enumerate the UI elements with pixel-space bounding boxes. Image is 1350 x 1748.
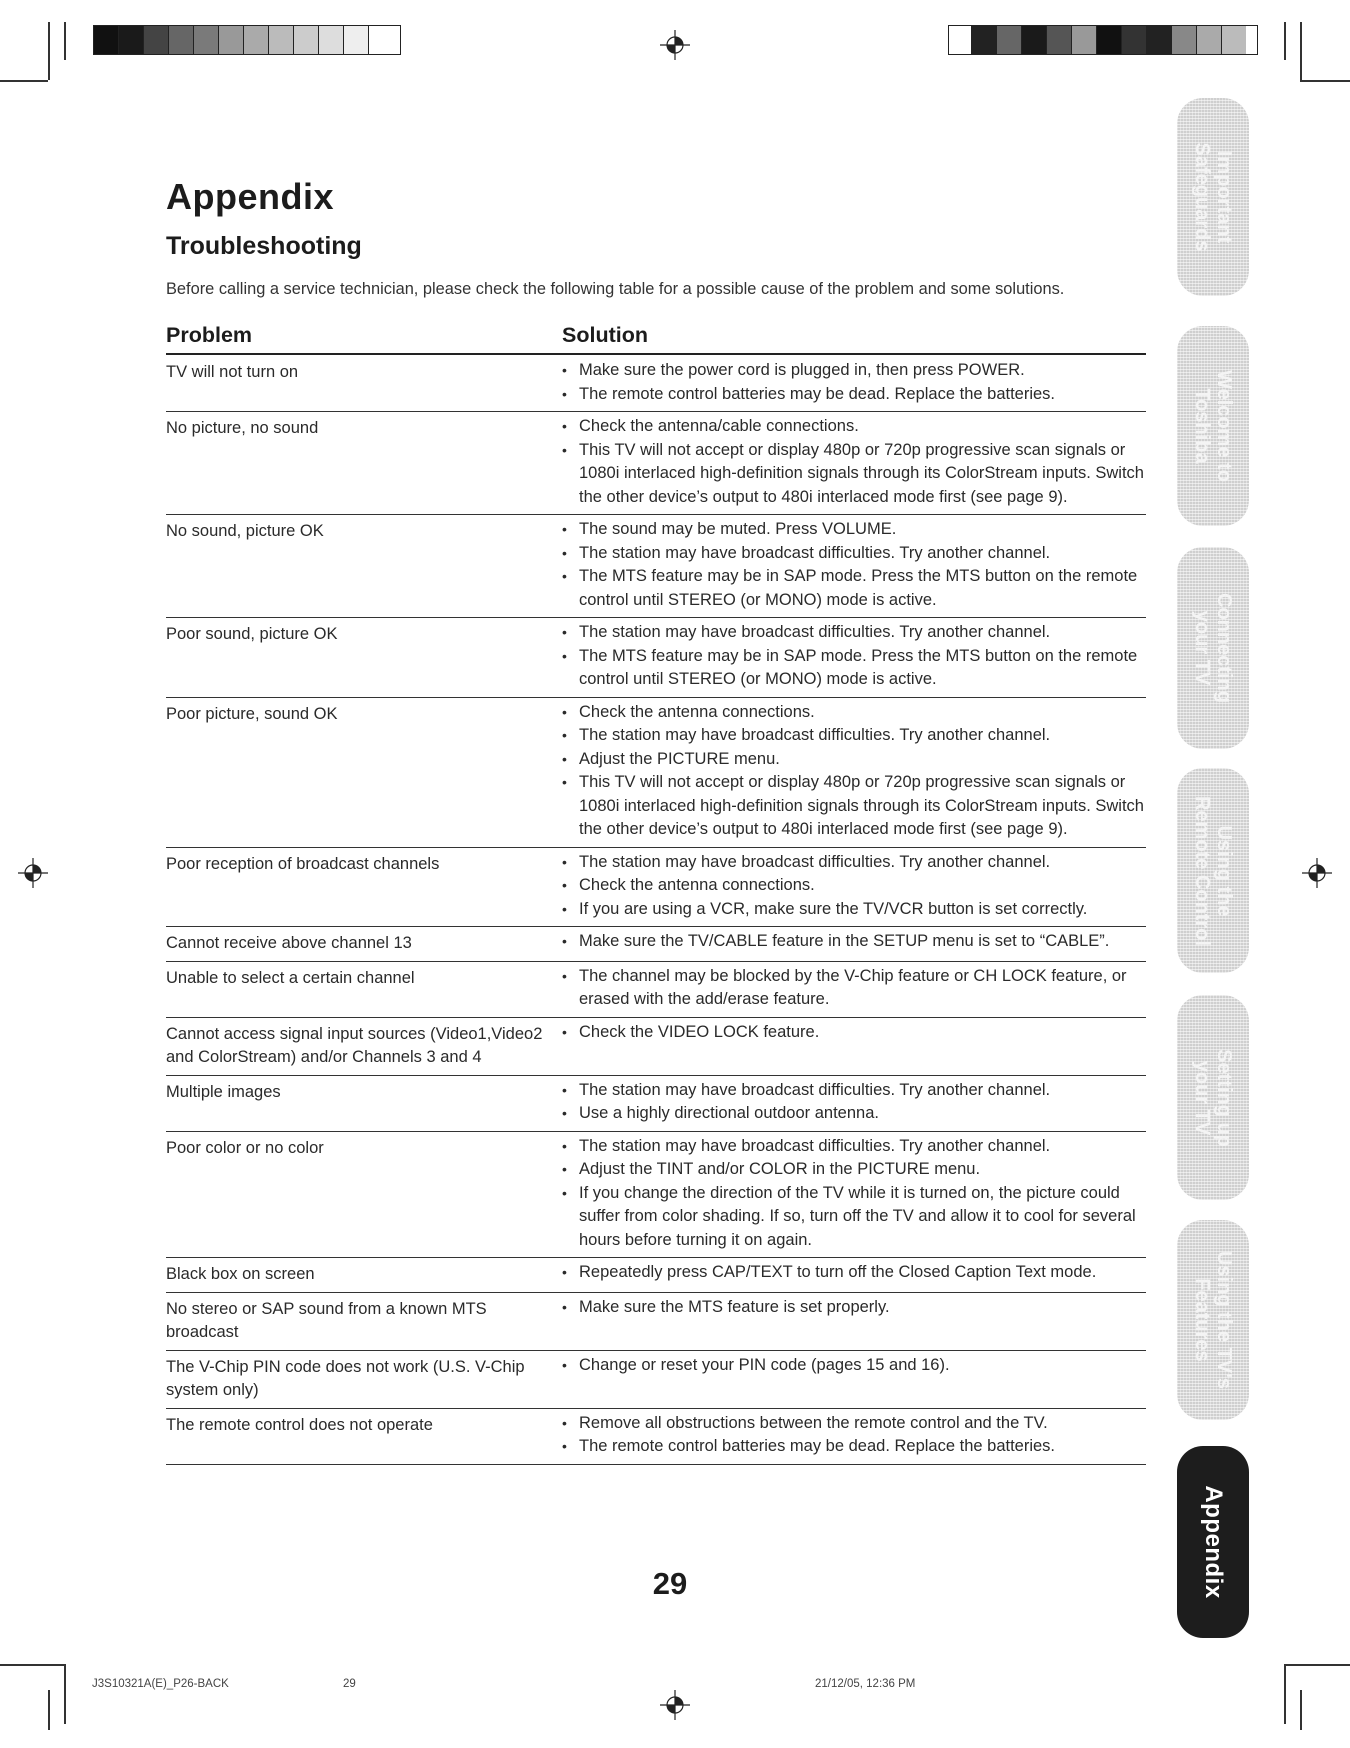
table-row bbox=[166, 412, 1146, 515]
solution-list bbox=[562, 1354, 1146, 1403]
registration-target-icon bbox=[660, 1690, 690, 1720]
solution-list bbox=[562, 1135, 1146, 1253]
problem-cell: No sound, picture OK bbox=[166, 522, 324, 540]
problem-cell: The remote control does not operate bbox=[166, 1415, 433, 1434]
solution-list bbox=[562, 930, 1146, 956]
problem-cell: Poor reception of broadcast channels bbox=[166, 854, 440, 873]
solution-list bbox=[562, 701, 1146, 842]
table-row bbox=[166, 356, 1146, 412]
side-tab-label: Important Safeguards bbox=[1191, 142, 1235, 252]
solution-list bbox=[562, 621, 1146, 692]
side-tab-appendix[interactable] bbox=[1177, 1446, 1249, 1638]
crop-mark bbox=[1300, 1690, 1302, 1730]
problem-cell: Cannot receive above channel 13 bbox=[166, 934, 412, 952]
solution-item: • The station may have broadcast difficulties. Try another channel. bbox=[562, 621, 1146, 645]
table-row bbox=[166, 1258, 1146, 1293]
problem-cell: Black box on screen bbox=[166, 1265, 315, 1283]
table-row bbox=[166, 1018, 1146, 1076]
solution-list bbox=[562, 851, 1146, 922]
solution-list bbox=[562, 1079, 1146, 1126]
troubleshooting-table bbox=[166, 356, 1146, 1465]
side-tab-connecting-your-tv[interactable] bbox=[1177, 547, 1249, 749]
solution-list bbox=[562, 965, 1146, 1012]
crop-mark bbox=[64, 22, 66, 60]
table-row bbox=[166, 1409, 1146, 1465]
solution-item: • The MTS feature may be in SAP mode. Press the MTS button on the remote control until STEREO (or MONO) mode is active. bbox=[562, 645, 1146, 692]
solution-column-header: Solution bbox=[562, 323, 648, 347]
crop-mark bbox=[48, 1690, 50, 1730]
solution-item: • Check the antenna connections. bbox=[562, 701, 1146, 725]
crop-mark bbox=[0, 1664, 64, 1666]
solution-item: • Check the antenna/cable connections. bbox=[562, 415, 1146, 439]
problem-cell: TV will not turn on bbox=[166, 363, 299, 381]
side-tab-using-the-remote-control[interactable] bbox=[1177, 768, 1249, 973]
table-row bbox=[166, 515, 1146, 618]
problem-cell: No stereo or SAP sound from a known MTS broadcast bbox=[166, 1299, 487, 1341]
table-row bbox=[166, 1076, 1146, 1132]
table-row bbox=[166, 927, 1146, 962]
table-row bbox=[166, 1351, 1146, 1409]
crop-mark bbox=[0, 80, 48, 82]
solution-item: • Make sure the TV/CABLE feature in the SETUP menu is set to “CABLE”. bbox=[562, 930, 1146, 954]
solution-list bbox=[562, 518, 1146, 612]
problem-cell: Poor color or no color bbox=[166, 1138, 324, 1157]
solution-item: • The station may have broadcast difficulties. Try another channel. bbox=[562, 724, 1146, 748]
solution-list bbox=[562, 1296, 1146, 1345]
solution-item: • Make sure the MTS feature is set properly. bbox=[562, 1296, 1146, 1320]
problem-cell: Poor picture, sound OK bbox=[166, 704, 338, 723]
solution-list bbox=[562, 415, 1146, 509]
problem-column-header: Problem bbox=[166, 323, 253, 347]
solution-item: • The channel may be blocked by the V-Chip feature or CH LOCK feature, or erased with the add/erase feature. bbox=[562, 965, 1146, 1012]
crop-mark bbox=[1300, 80, 1350, 82]
solution-item: • The station may have broadcast difficulties. Try another channel. bbox=[562, 542, 1146, 566]
solution-item: • Adjust the TINT and/or COLOR in the PICTURE menu. bbox=[562, 1158, 1146, 1182]
solution-item: • The station may have broadcast difficulties. Try another channel. bbox=[562, 1079, 1146, 1103]
table-row bbox=[166, 962, 1146, 1018]
solution-item: • Remove all obstructions between the remote control and the TV. bbox=[562, 1412, 1146, 1436]
solution-list bbox=[562, 359, 1146, 406]
solution-item: • Check the antenna connections. bbox=[562, 874, 1146, 898]
footer-page: 29 bbox=[343, 1678, 356, 1690]
problem-cell: Poor sound, picture OK bbox=[166, 625, 338, 643]
side-tab-label: Welcome to Toshiba bbox=[1191, 370, 1235, 482]
registration-target-icon bbox=[1302, 858, 1332, 888]
page-number: 29 bbox=[652, 1566, 688, 1601]
side-tab-label: Using the TV's Features bbox=[1191, 1250, 1235, 1390]
footer-timestamp: 21/12/05, 12:36 PM bbox=[815, 1678, 916, 1690]
side-tab-label: Connecting your TV bbox=[1191, 593, 1235, 703]
section-title: Troubleshooting bbox=[166, 232, 362, 260]
side-tab-using-the-tvs-features[interactable] bbox=[1177, 1220, 1249, 1420]
table-row bbox=[166, 848, 1146, 928]
solution-item: • The remote control batteries may be dead. Replace the batteries. bbox=[562, 383, 1146, 407]
solution-item: • This TV will not accept or display 480p or 720p progressive scan signals or 1080i interlaced high-definition signals through its ColorStream inputs. Switch the other device’s output to 480i interlaced mode first (see page 9). bbox=[562, 771, 1146, 842]
table-row bbox=[166, 1132, 1146, 1259]
crop-mark bbox=[1284, 22, 1286, 60]
side-tab-label: Appendix bbox=[1200, 1485, 1227, 1599]
crop-mark bbox=[1300, 22, 1302, 80]
problem-cell: Cannot access signal input sources (Video1,Video2 and ColorStream) and/or Channels 3 and 4 bbox=[166, 1024, 543, 1066]
solution-list bbox=[562, 1412, 1146, 1459]
solution-list bbox=[562, 1261, 1146, 1287]
side-tab-important-safeguards[interactable] bbox=[1177, 98, 1249, 296]
solution-item: • Repeatedly press CAP/TEXT to turn off the Closed Caption Text mode. bbox=[562, 1261, 1146, 1285]
solution-item: • If you change the direction of the TV while it is turned on, the picture could suffer from color shading. If so, turn off the TV and allow it to cool for several hours before turning it on again. bbox=[562, 1182, 1146, 1253]
crop-mark bbox=[1284, 1664, 1350, 1666]
solution-item: • The sound may be muted. Press VOLUME. bbox=[562, 518, 1146, 542]
registration-target-icon bbox=[660, 30, 690, 60]
footer-job-code: J3S10321A(E)_P26-BACK bbox=[92, 1678, 229, 1690]
crop-mark bbox=[64, 1664, 66, 1724]
problem-cell: Unable to select a certain channel bbox=[166, 968, 415, 987]
page-title: Appendix bbox=[166, 176, 335, 217]
solution-item: • The station may have broadcast difficulties. Try another channel. bbox=[562, 1135, 1146, 1159]
solution-item: • The station may have broadcast difficulties. Try another channel. bbox=[562, 851, 1146, 875]
side-tab-welcome-to-toshiba[interactable] bbox=[1177, 326, 1249, 526]
problem-cell: The V-Chip PIN code does not work (U.S. V-Chip system only) bbox=[166, 1357, 525, 1399]
crop-mark bbox=[1284, 1664, 1286, 1724]
solution-item: • This TV will not accept or display 480p or 720p progressive scan signals or 1080i interlaced high-definition signals through its ColorStream inputs. Switch the other device’s output to 480i interlaced mode first (see page 9). bbox=[562, 439, 1146, 510]
solution-item: • Check the VIDEO LOCK feature. bbox=[562, 1021, 1146, 1045]
table-row bbox=[166, 618, 1146, 698]
side-tab-setting-up-your-tv[interactable] bbox=[1177, 995, 1249, 1200]
header-rule bbox=[166, 353, 1146, 355]
side-tab-label: Setting up your TV bbox=[1191, 1048, 1235, 1147]
solution-list bbox=[562, 1021, 1146, 1070]
solution-item: • Change or reset your PIN code (pages 15 and 16). bbox=[562, 1354, 1146, 1378]
table-row bbox=[166, 698, 1146, 848]
problem-cell: Multiple images bbox=[166, 1082, 281, 1101]
crop-mark bbox=[48, 22, 50, 80]
solution-item: • Use a highly directional outdoor antenna. bbox=[562, 1102, 1146, 1126]
solution-item: • Adjust the PICTURE menu. bbox=[562, 748, 1146, 772]
solution-item: • If you are using a VCR, make sure the TV/VCR button is set correctly. bbox=[562, 898, 1146, 922]
solution-item: • Make sure the power cord is plugged in, then press POWER. bbox=[562, 359, 1146, 383]
color-registration-bar bbox=[948, 25, 1258, 55]
solution-item: • The MTS feature may be in SAP mode. Press the MTS button on the remote control until STEREO (or MONO) mode is active. bbox=[562, 565, 1146, 612]
problem-cell: No picture, no sound bbox=[166, 419, 319, 437]
solution-item: • The remote control batteries may be dead. Replace the batteries. bbox=[562, 1435, 1146, 1459]
table-row bbox=[166, 1293, 1146, 1351]
intro-text: Before calling a service technician, please check the following table for a possible cause of the problem and some solutions. bbox=[166, 280, 1065, 298]
color-registration-bar bbox=[93, 25, 401, 55]
registration-target-icon bbox=[18, 858, 48, 888]
side-tab-label: Using the Remote Control bbox=[1191, 795, 1235, 946]
